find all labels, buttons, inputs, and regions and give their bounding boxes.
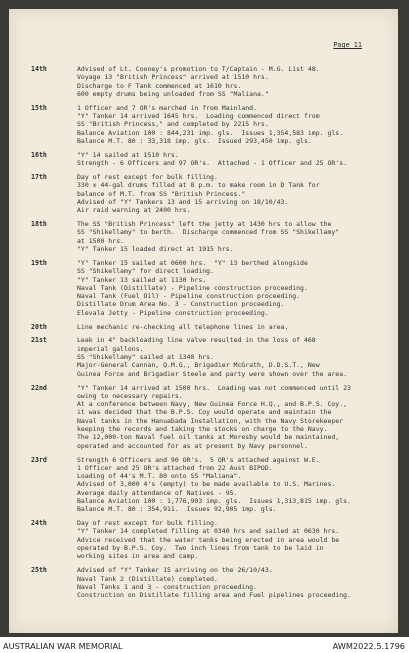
diary-entry	[31, 336, 393, 377]
entry-line: "Y" Tanker 14 arrived at 1500 hrs. Loading was not commenced until 23	[77, 383, 351, 392]
entry-line: 1 Officer and 7 OR's marched in from Mainland.	[77, 103, 258, 112]
entry-line: operated by B.P.S. Coy. Two inch lines from tank to be laid in	[77, 544, 324, 553]
entry-date: 24th	[31, 519, 47, 528]
entry-line: 1 Officer and 25 OR's attached from 22 Aust BIPOD.	[77, 463, 273, 472]
entry-line: Construction on Distillate filling area and Fuel pipelines proceeding.	[77, 591, 351, 600]
entry-line: 600 empty drums being unloaded from SS "Maliana."	[77, 89, 269, 98]
diary-entry	[31, 220, 393, 253]
entry-line: Balance M.T. 80 : 33,318 imp. gls. Issued 293,450 imp. gls.	[77, 136, 312, 145]
entry-line: Guinea Force and Brigadier Steele and party were shown over the area.	[77, 369, 348, 378]
entry-date: 16th	[31, 150, 47, 159]
entry-line: Naval Tank 2 (Distillate) completed.	[77, 574, 218, 583]
page-number: Page 11	[333, 41, 362, 49]
entry-line: "Y" 14 sailed at 1510 hrs.	[77, 150, 179, 159]
entry-line: Day of rest except for bulk filling.	[77, 173, 218, 182]
diary-entry	[31, 519, 393, 560]
diary-entry	[31, 456, 393, 514]
entry-date: 21st	[31, 336, 47, 345]
entry-line: "Y" Tanker 13 sailed at 1130 hrs.	[77, 275, 207, 284]
entry-line: keeping the records and taking the stocks on charge to the Navy.	[77, 425, 328, 434]
entry-line: Advised of 3,000 4's (empty) to be made available to U.S. Marines.	[77, 480, 336, 489]
entry-text	[77, 456, 393, 514]
archive-reference: AWM2022.5.1796	[332, 641, 405, 651]
entry-line: Elevala Jetty - Pipeline construction proceeding.	[77, 308, 269, 317]
entry-text	[77, 173, 393, 214]
entry-line: working sites in area and camp.	[77, 552, 199, 561]
entry-line: Balance M.T. 80 : 354,911. Issues 92,905 imp. gls.	[77, 505, 277, 514]
entry-line: Balance Aviation 100 : 844,231 imp. gls. Issues 1,354,583 imp. gls.	[77, 128, 344, 137]
entry-date: 19th	[31, 258, 47, 267]
entry-line: The SS "British Princess" left the jetty at 1430 hrs to allow the	[77, 220, 332, 229]
entry-line: Loading of 44's M.T. 80 onto SS "Maliana".	[77, 472, 242, 481]
entry-line: Distillate Drum Area No. 3 - Construction proceeding.	[77, 300, 285, 309]
entry-date: 14th	[31, 65, 47, 73]
diary-entry	[31, 151, 393, 168]
entry-line: Naval Tank (Fuel Oil) - Pipeline construction proceeding.	[77, 292, 301, 301]
entry-line: Advised of Lt. Cooney's promotion to T/Captain - M.G. List 48.	[77, 65, 320, 73]
entry-line: Advised of "Y" Tanker 15 arriving on the 26/10/43.	[77, 566, 273, 575]
entry-line: Line mechanic re-checking all telephone lines in area.	[77, 322, 289, 331]
entry-line: Air raid warning at 2400 hrs.	[77, 206, 191, 215]
entry-line: 330 x 44-gal drums filled at 8 p.m. to make room in D Tank for	[77, 181, 320, 190]
entry-line: Strength - 6 Officers and 97 OR's. Attached - 1 Officer and 25 OR's.	[77, 159, 348, 168]
entry-line: The 12,000-ton Naval fuel oil tanks at Moresby would be maintained,	[77, 433, 340, 442]
entry-line: Naval tanks in the Hanuabada Installation, with the Navy Storekeeper	[77, 416, 344, 425]
entry-line: it was decided that the B.P.S. Coy would operate and maintain the	[77, 408, 332, 417]
entry-line: balance of M.T. from SS "British Princess."	[77, 189, 246, 198]
diary-entry	[31, 323, 393, 331]
entry-line: "Y" Tanker 15 loaded direct at 1915 hrs.	[77, 245, 234, 254]
entry-line: SS "Shikellamy" to berth. Discharge commenced from SS "Shikellamy"	[77, 228, 340, 237]
entry-line: Leak in 4" backloading line valve resulted in the loss of 468	[77, 336, 316, 345]
entry-line: At a conference between Navy, New Guinea Force H.Q., and B.P.S. Coy.,	[77, 400, 348, 409]
entry-text	[77, 566, 393, 599]
entry-date: 15th	[31, 103, 47, 112]
entry-text	[77, 104, 393, 145]
entry-text	[77, 323, 393, 331]
diary-entry	[31, 384, 393, 450]
entry-line: Advice received that the water tanks being erected in area would be	[77, 535, 340, 544]
entry-line: SS "Shikellamy" for direct loading.	[77, 267, 214, 276]
entry-text	[77, 65, 393, 98]
archive-footer	[0, 637, 409, 653]
entry-line: Discharge to F Tank commenced at 1610 hrs.	[77, 81, 242, 90]
entry-text	[77, 220, 393, 253]
entry-line: Day of rest except for bulk filling.	[77, 519, 218, 528]
entry-text	[77, 336, 393, 377]
entry-line: "Y" Tanker 14 completed filling at 0340 hrs and sailed at 0630 hrs.	[77, 527, 340, 536]
entry-line: SS "British Princess," and completed by 2215 hrs.	[77, 120, 269, 129]
entry-line: "Y" Tanker 15 sailed at 0600 hrs. "Y" 13 berthed alongside	[77, 258, 308, 267]
entry-line: Naval Tank (Distillate) - Pipeline construction proceeding.	[77, 283, 308, 292]
entry-line: Average daily attendance of Natives - 95.	[77, 488, 238, 497]
entry-date: 22nd	[31, 383, 47, 392]
entry-line: Balance Aviation 100 : 1,776,903 imp. gls. Issues 1,313,815 imp. gls.	[77, 497, 351, 505]
diary-entry	[31, 566, 393, 599]
diary-entry	[31, 104, 393, 145]
entry-line: "Y" Tanker 14 arrived 1645 hrs. Loading commenced direct from	[77, 112, 320, 121]
entry-date: 23rd	[31, 455, 47, 464]
diary-entry	[31, 65, 393, 98]
diary-entry	[31, 173, 393, 214]
archive-name: AUSTRALIAN WAR MEMORIAL	[3, 641, 123, 651]
entry-date: 20th	[31, 322, 47, 331]
entry-line: operated and accounted for as at present by Navy personnel.	[77, 441, 308, 450]
entry-line: Advised of "Y" Tankers 13 and 15 arriving on 18/10/43.	[77, 197, 289, 206]
entry-line: Major-General Cannan, Q.M.G., Brigadier McGrath, D.D.S.T., New	[77, 361, 320, 370]
diary-page	[9, 9, 398, 633]
entry-text	[77, 384, 393, 450]
entry-text	[77, 151, 393, 168]
entry-line: Naval Tanks 1 and 3 - construction proceeding.	[77, 582, 258, 591]
entry-line: imperial gallons.	[77, 344, 144, 353]
entry-line: at 1500 hrs.	[77, 236, 124, 245]
entry-line: SS "Shikellamy" sailed at 1340 hrs.	[77, 353, 214, 362]
entry-date: 18th	[31, 220, 47, 229]
entry-line: Strength 6 Officers and 90 OR's. 5 OR's attached against W.E.	[77, 455, 320, 464]
entry-date: 25th	[31, 566, 47, 575]
diary-entry	[31, 259, 393, 317]
entry-text	[77, 259, 393, 317]
entry-text	[77, 519, 393, 560]
entry-line: Voyage 13 "British Princess" arrived at 1510 hrs.	[77, 73, 269, 82]
diary-entries	[31, 65, 393, 605]
entry-line: owing to necessary repairs.	[77, 391, 183, 400]
entry-date: 17th	[31, 173, 47, 182]
